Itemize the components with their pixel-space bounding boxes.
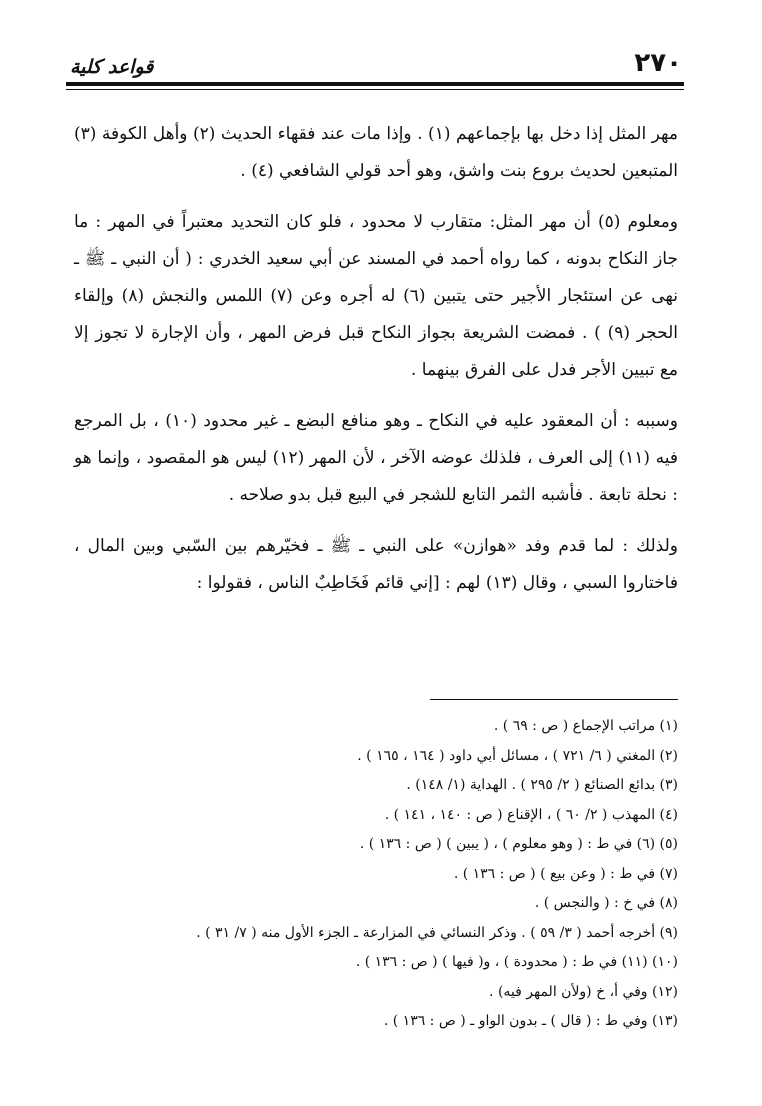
paragraph: ومعلوم (٥) أن مهر المثل: متقارب لا محدود ، فلو كان التحديد معتبراً في المهر : ما جاز النكاح بدونه ، كما رواه أحمد في المسند عن أبي سعيد الخدري : ( أن النبي ـ ﷺ ـ نهى عن استئجار الأجير حتى يتبين (٦) له أجره وعن (٧) اللمس والنجش (٨) وإلقاء الحجر (٩) ) . فمضت الشريعة بجواز النكاح قبل فرض المهر ، وأن الإجارة لا تجوز إلا مع تبيين الأجر فدل على الفرق بينهما . <box>74 212 678 380</box>
header-rule-thin <box>66 89 684 90</box>
footnote: (١٢) وفي أ، خ (ولأن المهر فيه) . <box>489 983 678 1000</box>
paragraph: وسببه : أن المعقود عليه في النكاح ـ وهو منافع البضع ـ غير محدود (١٠) ، بل المرجع فيه (١١) إلى العرف ، فلذلك عوضه الآخر ، لأن المهر (١٢) ليس هو المقصود ، وإنما هو : نحلة تابعة . فأشبه الثمر التابع للشجر في البيع قبل بدو صلاحه . <box>74 411 678 505</box>
footnote: (٥) (٦) في ط : ( وهو معلوم ) ، ( يبين ) ( ص : ١٣٦ ) . <box>359 836 678 852</box>
footnote: (١) مراتب الإجماع ( ص : ٦٩ ) . <box>493 718 678 734</box>
running-title: قواعد كلية <box>70 56 154 78</box>
footnote: (٨) في خ : ( والنجس ) . <box>534 895 678 911</box>
footnote: (١٠) (١١) في ط : ( محدودة ) ، و( فيها ) ( ص : ١٣٦ ) . <box>355 954 678 970</box>
main-text <box>74 116 678 616</box>
footnote: (٤) المهذب ( ٢/ ٦٠ ) ، الإقناع ( ص : ١٤٠ ، ١٤١ ) . <box>384 806 678 823</box>
page-header <box>70 44 682 78</box>
paragraph: مهر المثل إذا دخل بها بإجماعهم (١) . وإذا مات عند فقهاء الحديث (٢) وأهل الكوفة (٣) المتبعين لحديث بروع بنت واشق، وهو أحد قولي الشافعي (٤) . <box>74 124 678 181</box>
footnote: (٣) بدائع الصنائع ( ٢/ ٢٩٥ ) . الهداية (١/ ١٤٨) . <box>406 777 678 793</box>
footnote-separator <box>430 699 678 700</box>
header-rule-thick <box>66 82 684 86</box>
page-number: ٢٧٠ <box>634 48 682 78</box>
paragraph: ولذلك : لما قدم وفد «هوازن» على النبي ـ ﷺ ـ فخيّرهم بين السّبي وبين المال ، فاختاروا السبي ، وقال (١٣) لهم : [إني قائم فَخَاطِبٌ الناس ، فقولوا : <box>74 536 678 593</box>
footnote: (١٣) وفي ط : ( قال ) ـ بدون الواو ـ ( ص : ١٣٦ ) . <box>383 1013 678 1029</box>
footnote: (٩) أخرجه أحمد ( ٣/ ٥٩ ) . وذكر النسائي في المزارعة ـ الجزء الأول منه ( ٧/ ٣١ ) . <box>196 924 678 941</box>
footnote: (٢) المغني ( ٦/ ٧٢١ ) ، مسائل أبي داود ( ١٦٤ ، ١٦٥ ) . <box>357 747 678 764</box>
footnote: (٧) في ط : ( وعن بيع ) ( ص : ١٣٦ ) . <box>453 865 678 882</box>
footnotes <box>74 712 678 1037</box>
